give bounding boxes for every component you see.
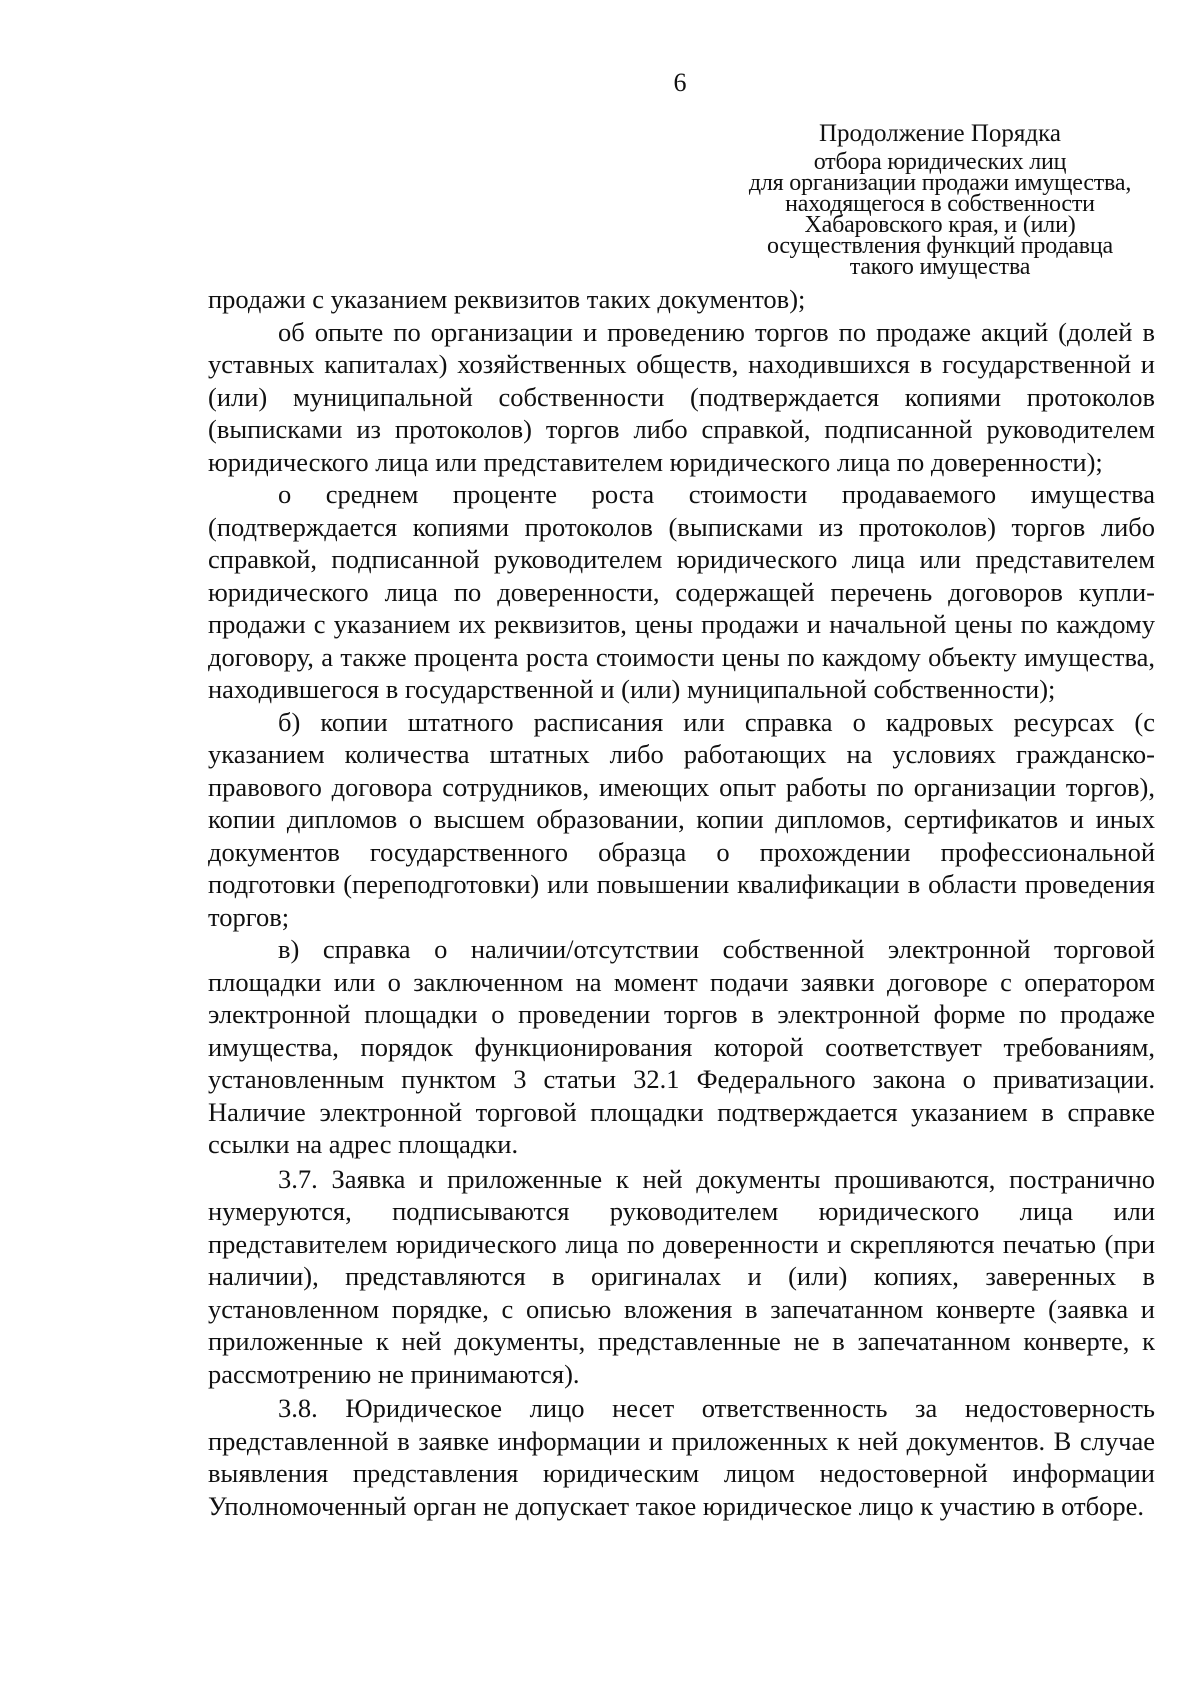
paragraph-section-3-8: 3.8. Юридическое лицо несет ответственность за недостоверность представленной в заявке информации и приложенных к ней документов. В случае выявления представления юридическим лицом недостоверной информации Уполномоченный орган не допускает такое юридическое лицо к участию в отборе. [208, 1393, 1155, 1521]
page-number: 6 [673, 68, 687, 97]
header-line: осуществления функций продавца [766, 232, 1113, 259]
header-line: для организации продажи имущества, [748, 169, 1132, 196]
paragraph-section-3-7: 3.7. Заявка и приложенные к ней документы прошиваются, постранично нумеруются, подписываются руководителем юридического лица или представителем юридического лица по доверенности и скрепляются печатью (при наличии), представляются в оригиналах и (или) копиях, заверенных в установленном порядке, с описью вложения в запечатанном конверте (заявка и приложенные к ней документы, представленные не в запечатанном конверте, к рассмотрению не принимаются). [208, 1163, 1155, 1389]
document-body [208, 283, 1155, 1522]
paragraph-trading-experience: об опыте по организации и проведению торгов по продаже акций (долей в уставных капиталах) хозяйственных обществ, находившихся в государственной и (или) муниципальной собственности (подтверждается копиями протоколов (выписками из протоколов) торгов либо справкой, подписанной руководителем юридического лица или представителем юридического лица по доверенности); [208, 316, 1155, 477]
paragraph-growth-percentage: о среднем проценте роста стоимости продаваемого имущества (подтверждается копиями протоколов (выписками из протоколов) торгов либо справкой, подписанной руководителем юридического лица или представителем юридического лица по доверенности, содержащей перечень договоров купли-продажи с указанием их реквизитов, цены продажи и начальной цены по каждому договору, а также процента роста стоимости цены по каждому объекту имущества, находившегося в государственной и (или) муниципальной собственности); [208, 479, 1155, 704]
paragraph-item-b: б) копии штатного расписания или справка о кадровых ресурсах (с указанием количества штатных либо работающих на условиях гражданско-правового договора сотрудников, имеющих опыт работы по организации торгов), копии дипломов о высшем образовании, копии дипломов, сертификатов и иных документов государственного образца о прохождении профессиональной подготовки (переподготовки) или повышении квалификации в области проведения торгов; [208, 706, 1155, 932]
paragraph-continuation: продажи с указанием реквизитов таких документов); [208, 284, 806, 314]
paragraph-item-v: в) справка о наличии/отсутствии собственной электронной торговой площадки или о заключенном на момент подачи заявки договоре с оператором электронной площадки о проведении торгов в электронной форме по продаже имущества, порядок функционирования которой соответствует требованиям, установленным пунктом 3 статьи 32.1 Федерального закона о приватизации. Наличие электронной торговой площадки подтверждается указанием в справке ссылки на адрес площадки. [208, 934, 1155, 1159]
header-line: находящегося в собственности [785, 190, 1095, 217]
header-line: такого имущества [849, 254, 1031, 281]
document-header [730, 120, 1150, 281]
header-line: отбора юридических лиц [813, 148, 1067, 175]
header-title: Продолжение Порядка [819, 120, 1061, 147]
header-line: Хабаровского края, и (или) [804, 211, 1076, 238]
